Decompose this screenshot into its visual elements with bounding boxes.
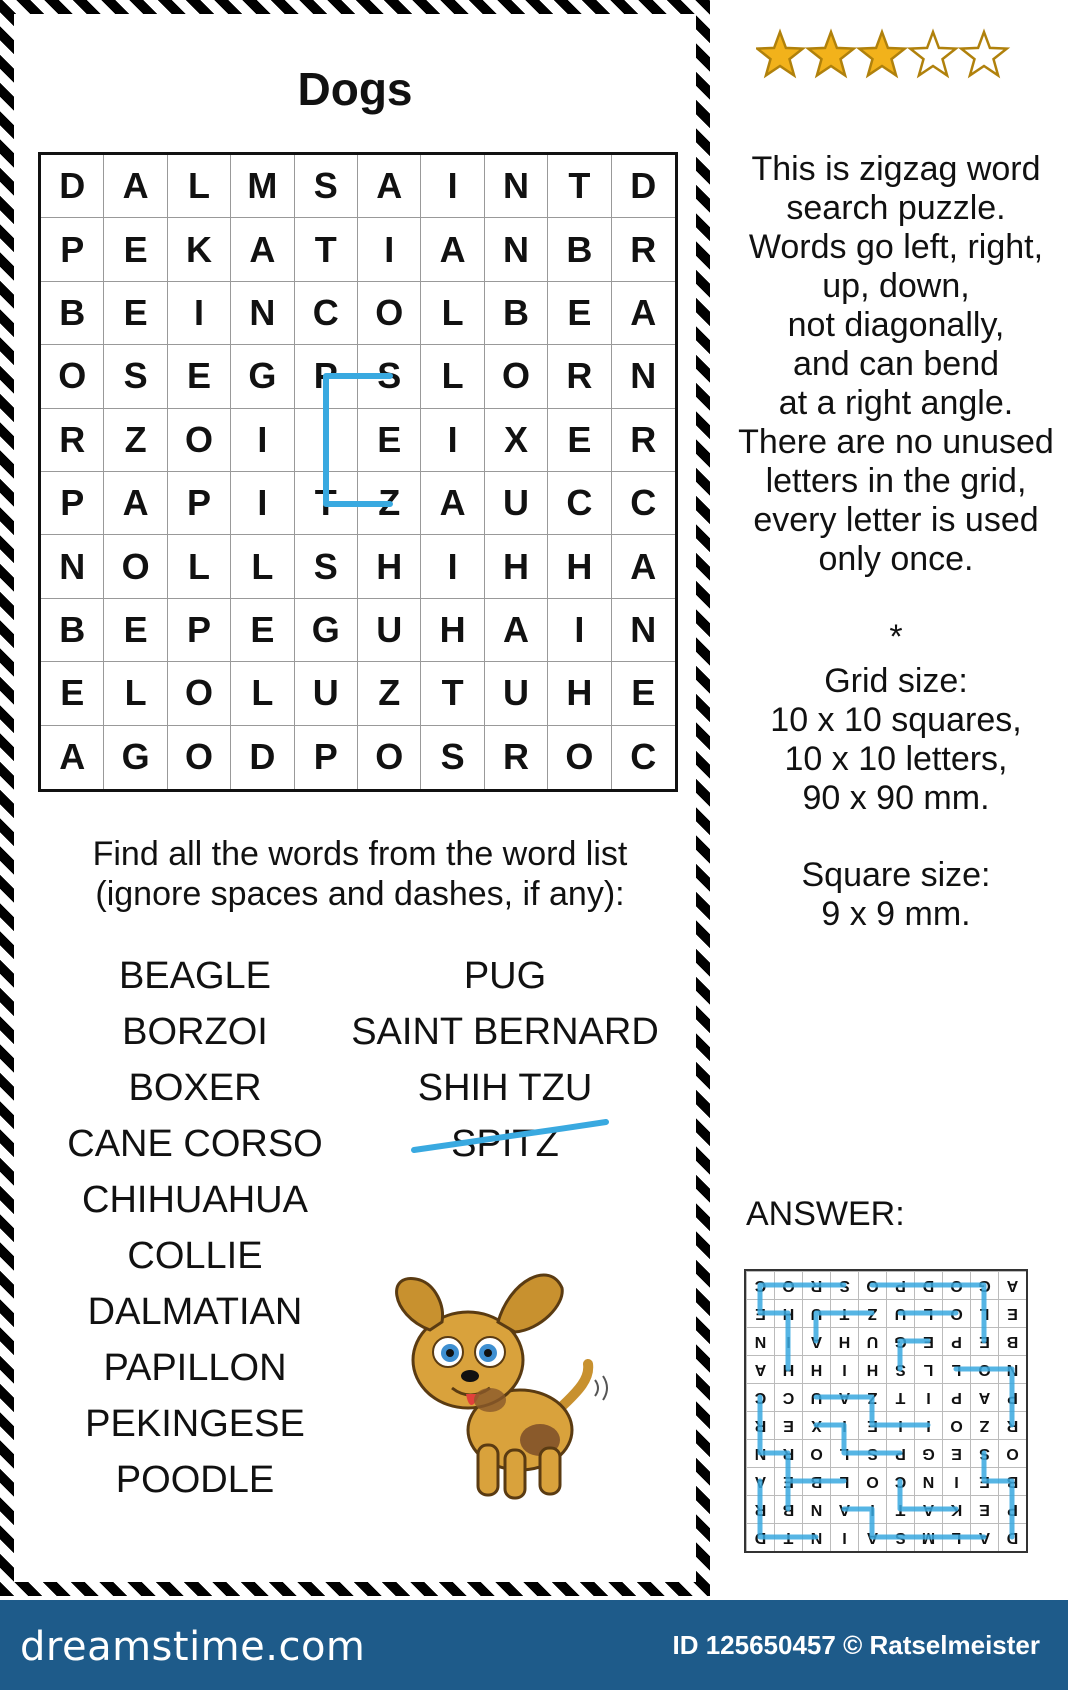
grid-cell: O (358, 282, 421, 345)
strikethrough-mark (410, 1118, 610, 1158)
answer-cell: U (886, 1299, 914, 1327)
answer-cell: T (774, 1523, 802, 1551)
grid-cell: Z (104, 409, 167, 472)
grid-cell: E (104, 218, 167, 281)
grid-cell: I (421, 409, 484, 472)
description-line: letters in the grid, (765, 462, 1027, 500)
info-line: 10 x 10 squares, (770, 701, 1022, 739)
grid-cell: I (295, 409, 358, 472)
answer-cell: B (802, 1467, 830, 1495)
grid-cell: Z (358, 472, 421, 535)
answer-cell: H (858, 1355, 886, 1383)
grid-cell: A (358, 155, 421, 218)
grid-cell: P (41, 218, 104, 281)
grid-cell: D (612, 155, 675, 218)
answer-cell: S (858, 1439, 886, 1467)
grid-cell: O (168, 662, 231, 725)
grid-cell: N (231, 282, 294, 345)
description-line: up, down, (822, 267, 970, 305)
answer-cell: N (998, 1355, 1026, 1383)
answer-cell: A (746, 1355, 774, 1383)
grid-cell: L (421, 282, 484, 345)
answer-cell: E (746, 1299, 774, 1327)
answer-cell: I (830, 1355, 858, 1383)
grid-cell: I (421, 535, 484, 598)
grid-cell: N (612, 345, 675, 408)
answer-cell: L (942, 1355, 970, 1383)
word-list-column-1 (45, 948, 345, 1508)
answer-cell: I (886, 1411, 914, 1439)
grid-cell: O (358, 726, 421, 789)
grid-cell: R (612, 218, 675, 281)
answer-cell: R (746, 1411, 774, 1439)
word-item: BEAGLE (118, 955, 272, 997)
grid-cell: S (358, 345, 421, 408)
answer-cell: Z (858, 1383, 886, 1411)
description-line: at a right angle. (778, 384, 1014, 422)
answer-cell: S (886, 1523, 914, 1551)
grid-cell: E (548, 409, 611, 472)
answer-label: ANSWER: (746, 1195, 905, 1233)
answer-cell: N (746, 1439, 774, 1467)
answer-cell: Z (858, 1299, 886, 1327)
grid-cell: L (231, 662, 294, 725)
description-line: Words go left, right, (748, 228, 1044, 266)
grid-cell: T (548, 155, 611, 218)
grid-cell: P (168, 599, 231, 662)
answer-cell: B (998, 1327, 1026, 1355)
grid-cell: E (358, 409, 421, 472)
answer-cell: G (914, 1439, 942, 1467)
answer-cell: K (942, 1495, 970, 1523)
grid-cell: R (612, 409, 675, 472)
square-size-info (726, 856, 1066, 934)
answer-cell: N (914, 1467, 942, 1495)
grid-cell: X (485, 409, 548, 472)
info-line: 90 x 90 mm. (802, 779, 990, 817)
answer-path (816, 1397, 928, 1425)
info-line: 10 x 10 letters, (784, 740, 1008, 778)
answer-cell: I (830, 1523, 858, 1551)
grid-cell: A (421, 472, 484, 535)
answer-cell: P (942, 1383, 970, 1411)
star-filled-icon (757, 32, 803, 75)
answer-path (844, 1509, 984, 1537)
grid-cell: N (485, 155, 548, 218)
answer-cell: O (970, 1355, 998, 1383)
grid-cell: N (612, 599, 675, 662)
grid-cell: S (421, 726, 484, 789)
answer-cell: U (802, 1383, 830, 1411)
answer-cell: Z (970, 1411, 998, 1439)
grid-cell: U (295, 662, 358, 725)
star-filled-icon (808, 32, 854, 75)
grid-cell: I (231, 472, 294, 535)
grid-cell: I (548, 599, 611, 662)
answer-cell: L (914, 1355, 942, 1383)
grid-cell: R (485, 726, 548, 789)
word-item-found: SPITZ (451, 1123, 559, 1165)
answer-cell: L (942, 1523, 970, 1551)
answer-cell: A (802, 1327, 830, 1355)
grid-cell: O (168, 726, 231, 789)
answer-cell: I (830, 1411, 858, 1439)
answer-path (984, 1453, 1012, 1537)
grid-cell: A (41, 726, 104, 789)
answer-cell: E (774, 1467, 802, 1495)
grid-cell: L (168, 155, 231, 218)
grid-cell: O (548, 726, 611, 789)
word-item: PEKINGESE (85, 1403, 305, 1445)
answer-cell: R (774, 1439, 802, 1467)
answer-cell: T (886, 1495, 914, 1523)
answer-cell: A (970, 1383, 998, 1411)
answer-cell: H (774, 1299, 802, 1327)
grid-cell: P (41, 472, 104, 535)
word-item: BORZOI (122, 1011, 268, 1053)
grid-cell: E (548, 282, 611, 345)
grid-cell: O (104, 535, 167, 598)
answer-cell: I (774, 1327, 802, 1355)
word-item: SHIH TZU (417, 1067, 593, 1109)
answer-cell: L (970, 1299, 998, 1327)
answer-path (900, 1481, 956, 1509)
answer-cell: P (998, 1495, 1026, 1523)
answer-cell: S (830, 1271, 858, 1299)
stock-id: ID 125650457 © Ratselmeister (672, 1630, 1040, 1660)
answer-cell: I (942, 1467, 970, 1495)
answer-cell: P (886, 1439, 914, 1467)
grid-cell: U (358, 599, 421, 662)
grid-cell: C (630, 736, 657, 778)
grid-cell: U (485, 662, 548, 725)
answer-cell: O (858, 1271, 886, 1299)
answer-cell: L (914, 1299, 942, 1327)
grid-cell: E (612, 662, 675, 725)
puppy-illustration (390, 1260, 630, 1510)
info-line: Grid size: (824, 662, 968, 700)
answer-cell: D (746, 1523, 774, 1551)
answer-cell: X (802, 1411, 830, 1439)
grid-cell: I (231, 409, 294, 472)
answer-cell: E (914, 1327, 942, 1355)
word-item: SAINT BERNARD (351, 1011, 659, 1053)
answer-cell: C (746, 1271, 774, 1299)
info-line: 9 x 9 mm. (821, 895, 971, 933)
grid-cell: A (421, 218, 484, 281)
word-item: CHIHUAHUA (82, 1179, 308, 1221)
grid-cell: H (485, 535, 548, 598)
grid-cell: A (612, 535, 675, 598)
grid-cell: T (295, 218, 358, 281)
answer-cell: B (998, 1467, 1026, 1495)
grid-cell: B (41, 599, 104, 662)
description-line: only once. (818, 540, 974, 578)
grid-cell: B (485, 282, 548, 345)
grid-cell: E (231, 599, 294, 662)
answer-cell: O (858, 1467, 886, 1495)
grid-cell: N (41, 535, 104, 598)
answer-cell: O (802, 1439, 830, 1467)
grid-cell: M (231, 155, 294, 218)
answer-cell: A (998, 1271, 1026, 1299)
answer-cell: A (858, 1523, 886, 1551)
answer-path (900, 1341, 928, 1369)
answer-cell: C (774, 1383, 802, 1411)
instructions (40, 834, 680, 914)
answer-cell: H (774, 1355, 802, 1383)
answer-cell: M (914, 1523, 942, 1551)
answer-cell: O (942, 1271, 970, 1299)
grid-cell: A (485, 599, 548, 662)
word-item: CANE CORSO (67, 1123, 323, 1165)
answer-cell: H (802, 1355, 830, 1383)
grid-cell: A (104, 472, 167, 535)
description-line: search puzzle. (786, 189, 1006, 227)
answer-cell: E (942, 1439, 970, 1467)
answer-cell: A (746, 1467, 774, 1495)
grid-cell: A (612, 282, 675, 345)
star-empty-icon (910, 32, 956, 75)
grid-cell: L (231, 535, 294, 598)
answer-path (816, 1313, 872, 1341)
answer-cell: O (774, 1271, 802, 1299)
grid-cell: S (104, 345, 167, 408)
answer-cell: N (802, 1495, 830, 1523)
answer-cell: R (802, 1271, 830, 1299)
answer-cell: O (998, 1439, 1026, 1467)
grid-cell: C (548, 472, 611, 535)
answer-cell: H (830, 1327, 858, 1355)
grid-cell: H (421, 599, 484, 662)
grid-cell: S (295, 155, 358, 218)
answer-cell: N (746, 1327, 774, 1355)
answer-path (956, 1369, 1012, 1425)
answer-cell: U (802, 1299, 830, 1327)
description-line: and can bend (792, 345, 1000, 383)
grid-cell: G (104, 726, 167, 789)
answer-paths (746, 1271, 1026, 1551)
grid-cell: T (295, 472, 358, 535)
info-line: Square size: (801, 856, 991, 894)
answer-cell: D (914, 1271, 942, 1299)
answer-cell: U (858, 1327, 886, 1355)
grid-cell: P (295, 345, 358, 408)
answer-path (760, 1285, 844, 1369)
grid-cell: E (41, 662, 104, 725)
separator: * (889, 618, 903, 656)
grid-cell: A (104, 155, 167, 218)
answer-cell: P (886, 1271, 914, 1299)
word-item: PUG (463, 955, 547, 997)
grid-cell: G (295, 599, 358, 662)
word-search-grid (38, 152, 678, 792)
description-line: This is zigzag word (751, 150, 1041, 188)
answer-cell: D (998, 1523, 1026, 1551)
grid-cell: I (421, 155, 484, 218)
answer-cell: C (746, 1383, 774, 1411)
answer-cell: G (970, 1271, 998, 1299)
answer-cell: E (970, 1467, 998, 1495)
answer-cell: S (970, 1439, 998, 1467)
answer-cell: R (998, 1411, 1026, 1439)
grid-cell: C (612, 472, 675, 535)
grid-cell: E (104, 599, 167, 662)
answer-grid (744, 1269, 1028, 1553)
instruction-line: (ignore spaces and dashes, if any): (95, 875, 625, 913)
answer-cell: E (774, 1411, 802, 1439)
word-item: PAPILLON (103, 1347, 287, 1389)
grid-cell: S (295, 535, 358, 598)
grid-cell: O (485, 345, 548, 408)
grid-cell: L (104, 662, 167, 725)
grid-cell: L (421, 345, 484, 408)
answer-cell: A (830, 1383, 858, 1411)
star-empty-icon (961, 32, 1007, 75)
grid-size-info (726, 662, 1066, 818)
grid-cell: D (231, 726, 294, 789)
grid-cell: I (358, 218, 421, 281)
answer-cell: E (998, 1299, 1026, 1327)
grid-cell: D (41, 155, 104, 218)
answer-cell: P (942, 1327, 970, 1355)
grid-cell: P (168, 472, 231, 535)
grid-cell: L (168, 535, 231, 598)
grid-cell: H (358, 535, 421, 598)
answer-cell: A (914, 1495, 942, 1523)
answer-cell: S (886, 1355, 914, 1383)
grid-cell: H (548, 662, 611, 725)
footer-bar (0, 1600, 1068, 1690)
grid-cell: G (231, 345, 294, 408)
grid-cell: A (231, 218, 294, 281)
grid-cell: U (485, 472, 548, 535)
answer-cell: N (802, 1523, 830, 1551)
grid-cell: E (104, 282, 167, 345)
grid-cell: O (168, 409, 231, 472)
word-item: COLLIE (127, 1235, 263, 1277)
answer-cell: P (998, 1383, 1026, 1411)
answer-path (760, 1397, 788, 1509)
answer-cell: L (830, 1439, 858, 1467)
answer-cell: R (746, 1495, 774, 1523)
grid-cell: Z (358, 662, 421, 725)
grid-cell: N (485, 218, 548, 281)
answer-cell: E (858, 1411, 886, 1439)
difficulty-rating (756, 28, 1016, 82)
grid-cell: E (168, 345, 231, 408)
description-line: There are no unused (738, 423, 1054, 461)
page-title: Dogs (297, 63, 413, 115)
answer-cell: O (942, 1411, 970, 1439)
grid-cell: B (41, 282, 104, 345)
answer-cell: A (830, 1495, 858, 1523)
answer-cell: G (886, 1327, 914, 1355)
grid-cell: C (295, 282, 358, 345)
grid-cell: B (548, 218, 611, 281)
answer-cell: T (886, 1383, 914, 1411)
answer-cell: L (830, 1467, 858, 1495)
answer-cell: A (970, 1523, 998, 1551)
grid-cell: R (41, 409, 104, 472)
puzzle-description (726, 150, 1066, 579)
grid-cell: T (421, 662, 484, 725)
grid-cell: I (168, 282, 231, 345)
instruction-line: Find all the words from the word list (92, 835, 628, 873)
grid-cell: O (41, 345, 104, 408)
brand-logo: dreamstime.com (20, 1624, 366, 1670)
description-line: every letter is used (753, 501, 1039, 539)
word-item: POODLE (115, 1459, 275, 1501)
answer-cell: E (970, 1495, 998, 1523)
grid-cell: R (548, 345, 611, 408)
answer-cell: B (774, 1495, 802, 1523)
grid-cell: H (548, 535, 611, 598)
answer-cell: I (858, 1495, 886, 1523)
grid-cell: P (295, 726, 358, 789)
word-item: DALMATIAN (87, 1291, 303, 1333)
answer-cell: O (942, 1299, 970, 1327)
answer-cell: I (914, 1411, 942, 1439)
word-item: BOXER (128, 1067, 262, 1109)
answer-cell: T (830, 1299, 858, 1327)
answer-cell: C (886, 1467, 914, 1495)
answer-cell: I (914, 1383, 942, 1411)
answer-cell: E (970, 1327, 998, 1355)
star-filled-icon (859, 32, 905, 75)
answer-path (816, 1425, 900, 1453)
description-line: not diagonally, (787, 306, 1005, 344)
grid-cell: K (168, 218, 231, 281)
